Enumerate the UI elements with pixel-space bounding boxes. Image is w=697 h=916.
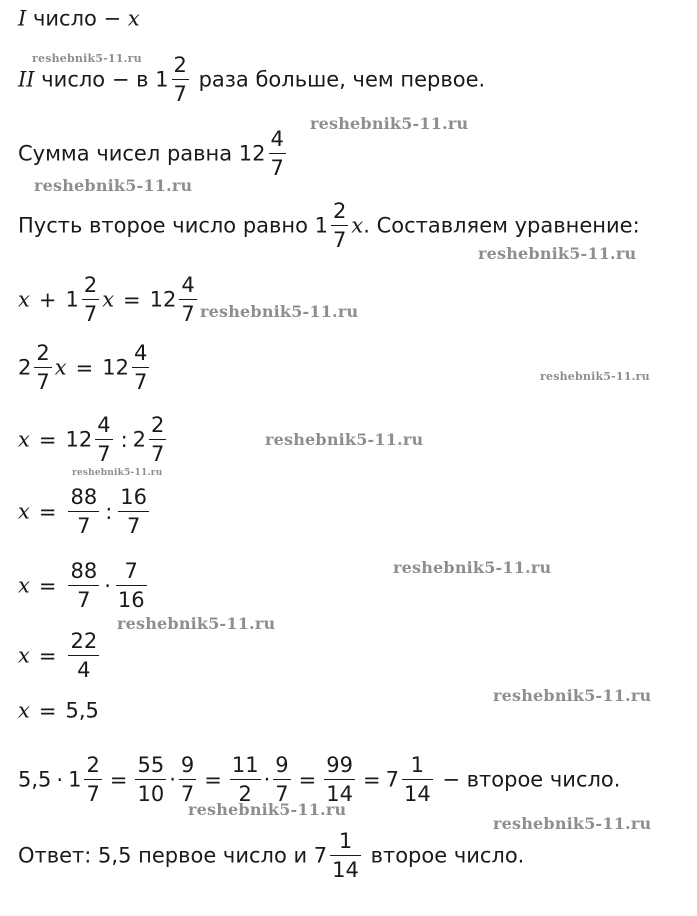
fraction [331, 200, 348, 252]
colon-sign: : [120, 427, 128, 452]
numerator: 55 [135, 754, 166, 780]
text: число − в [34, 67, 156, 92]
whole: 7 [385, 767, 399, 792]
denominator: 2 [238, 782, 252, 807]
whole: 12 [238, 141, 266, 166]
fraction [68, 560, 99, 612]
fraction [324, 754, 355, 806]
watermark: reshebnik5-11.ru [493, 686, 652, 705]
fraction [172, 54, 189, 106]
fraction [118, 486, 149, 538]
denominator: 14 [403, 782, 431, 807]
denominator: 7 [151, 442, 165, 467]
equals-sign: = [363, 767, 381, 792]
watermark: reshebnik5-11.ru [493, 814, 652, 833]
equals-sign: = [38, 573, 57, 598]
denominator: 7 [86, 782, 100, 807]
dot-sign: · [104, 573, 111, 598]
watermark: reshebnik5-11.ru [200, 302, 359, 321]
numerator: 4 [269, 128, 286, 154]
denominator: 7 [180, 782, 195, 807]
dot-sign: · [263, 767, 271, 792]
text: число [26, 6, 104, 31]
whole: 12 [149, 287, 177, 312]
fraction [135, 754, 166, 806]
watermark: reshebnik5-11.ru [188, 800, 347, 819]
fraction [34, 342, 51, 394]
text: . Составляем уравнение: [363, 213, 640, 238]
fraction [68, 630, 99, 682]
equals-sign: = [75, 355, 94, 380]
numerator: 9 [273, 754, 290, 780]
denominator: 7 [77, 588, 91, 613]
numerator: 9 [179, 754, 196, 780]
watermark: reshebnik5-11.ru [478, 244, 637, 263]
denominator: 14 [332, 858, 359, 883]
variable: x [18, 643, 30, 668]
text: Сумма чисел равна [18, 141, 239, 166]
whole: 1 [155, 67, 169, 92]
denominator: 10 [137, 782, 165, 807]
line-equation-4 [18, 486, 152, 538]
equals-sign: = [38, 643, 57, 668]
fraction [230, 754, 261, 806]
numerator: 11 [230, 754, 261, 780]
denominator: 7 [270, 156, 284, 181]
denominator: 14 [326, 782, 353, 807]
watermark: reshebnik5-11.ru [310, 114, 469, 133]
fraction [179, 274, 196, 326]
text: − второе число. [435, 767, 621, 792]
variable: x [18, 499, 30, 524]
denominator: 7 [181, 302, 195, 327]
variable: x [351, 213, 364, 238]
variable: x [18, 573, 30, 598]
dot-sign: · [169, 767, 176, 792]
numerator: 99 [324, 754, 355, 780]
whole: 1 [65, 287, 79, 312]
whole: 2 [132, 427, 147, 452]
denominator: 7 [126, 514, 141, 539]
watermark: reshebnik5-11.ru [72, 468, 163, 478]
denominator: 7 [36, 370, 50, 395]
text: Пусть второе число равно [18, 213, 315, 238]
line-equation-2 [18, 342, 152, 394]
numerator: 1 [402, 754, 433, 780]
denominator: 7 [173, 82, 187, 107]
equals-sign: = [298, 767, 317, 792]
numerator: 2 [172, 54, 189, 80]
fraction [179, 754, 196, 806]
watermark: reshebnik5-11.ru [265, 430, 424, 449]
watermark: reshebnik5-11.ru [117, 614, 276, 633]
equals-sign: = [38, 499, 57, 524]
text: второе число. [363, 843, 525, 868]
value: 5,5 [18, 767, 52, 792]
plus-sign: + [38, 287, 57, 312]
value: 5,5 [65, 698, 99, 723]
colon-sign: : [105, 499, 113, 524]
line-result [18, 700, 99, 722]
denominator: 7 [133, 370, 148, 395]
line-answer [18, 830, 524, 882]
fraction [273, 754, 290, 806]
watermark: reshebnik5-11.ru [34, 176, 193, 195]
whole: 7 [313, 843, 328, 868]
numerator: 4 [179, 274, 196, 300]
numerator: 7 [116, 560, 147, 586]
equals-sign: = [123, 287, 141, 312]
fraction [330, 830, 361, 882]
line-second-calc [18, 754, 620, 806]
fraction [269, 128, 286, 180]
variable: x [54, 355, 67, 380]
watermark: reshebnik5-11.ru [32, 52, 142, 65]
numerator: 88 [68, 486, 99, 512]
numerator: 88 [68, 560, 99, 586]
equals-sign: = [204, 767, 222, 792]
numerator: 4 [95, 414, 112, 440]
numerator: 2 [331, 200, 348, 226]
variable: x [18, 427, 30, 452]
fraction [82, 274, 99, 326]
line-equation-1 [18, 274, 200, 326]
roman-numeral: I [18, 6, 27, 31]
whole: 12 [102, 355, 129, 380]
fraction [95, 414, 112, 466]
variable: x [102, 287, 115, 312]
fraction [402, 754, 433, 806]
line-equation-6 [18, 630, 102, 682]
fraction [68, 486, 99, 538]
equals-sign: = [109, 767, 128, 792]
line-sum [18, 128, 289, 180]
dash: − [103, 6, 122, 31]
roman-numeral: II [18, 67, 35, 92]
whole: 1 [68, 767, 82, 792]
text: Ответ: 5,5 первое число и [18, 843, 314, 868]
dot-sign: · [56, 767, 64, 792]
whole: 12 [65, 427, 93, 452]
equals-sign: = [38, 427, 57, 452]
numerator: 22 [68, 630, 99, 656]
numerator: 4 [132, 342, 149, 368]
whole: 2 [18, 355, 32, 380]
fraction [132, 342, 149, 394]
fraction [116, 560, 147, 612]
variable: x [18, 287, 30, 312]
equals-sign: = [38, 698, 57, 723]
fraction [84, 754, 101, 806]
denominator: 7 [275, 782, 289, 807]
denominator: 7 [97, 442, 111, 467]
variable: x [18, 698, 30, 723]
numerator: 2 [82, 274, 99, 300]
line-equation-3 [18, 414, 169, 466]
denominator: 7 [333, 228, 347, 253]
numerator: 1 [330, 830, 361, 856]
watermark: reshebnik5-11.ru [393, 558, 552, 577]
numerator: 2 [84, 754, 101, 780]
numerator: 2 [34, 342, 51, 368]
denominator: 7 [77, 514, 91, 539]
line-equation-5 [18, 560, 150, 612]
numerator: 16 [118, 486, 149, 512]
watermark: reshebnik5-11.ru [540, 370, 650, 383]
denominator: 4 [77, 658, 91, 683]
whole: 1 [314, 213, 329, 238]
denominator: 7 [83, 302, 98, 327]
fraction [149, 414, 166, 466]
numerator: 2 [149, 414, 166, 440]
variable: x [127, 6, 140, 31]
text: раза больше, чем первое. [191, 67, 486, 92]
denominator: 16 [117, 588, 145, 613]
line-first-number [18, 8, 140, 30]
